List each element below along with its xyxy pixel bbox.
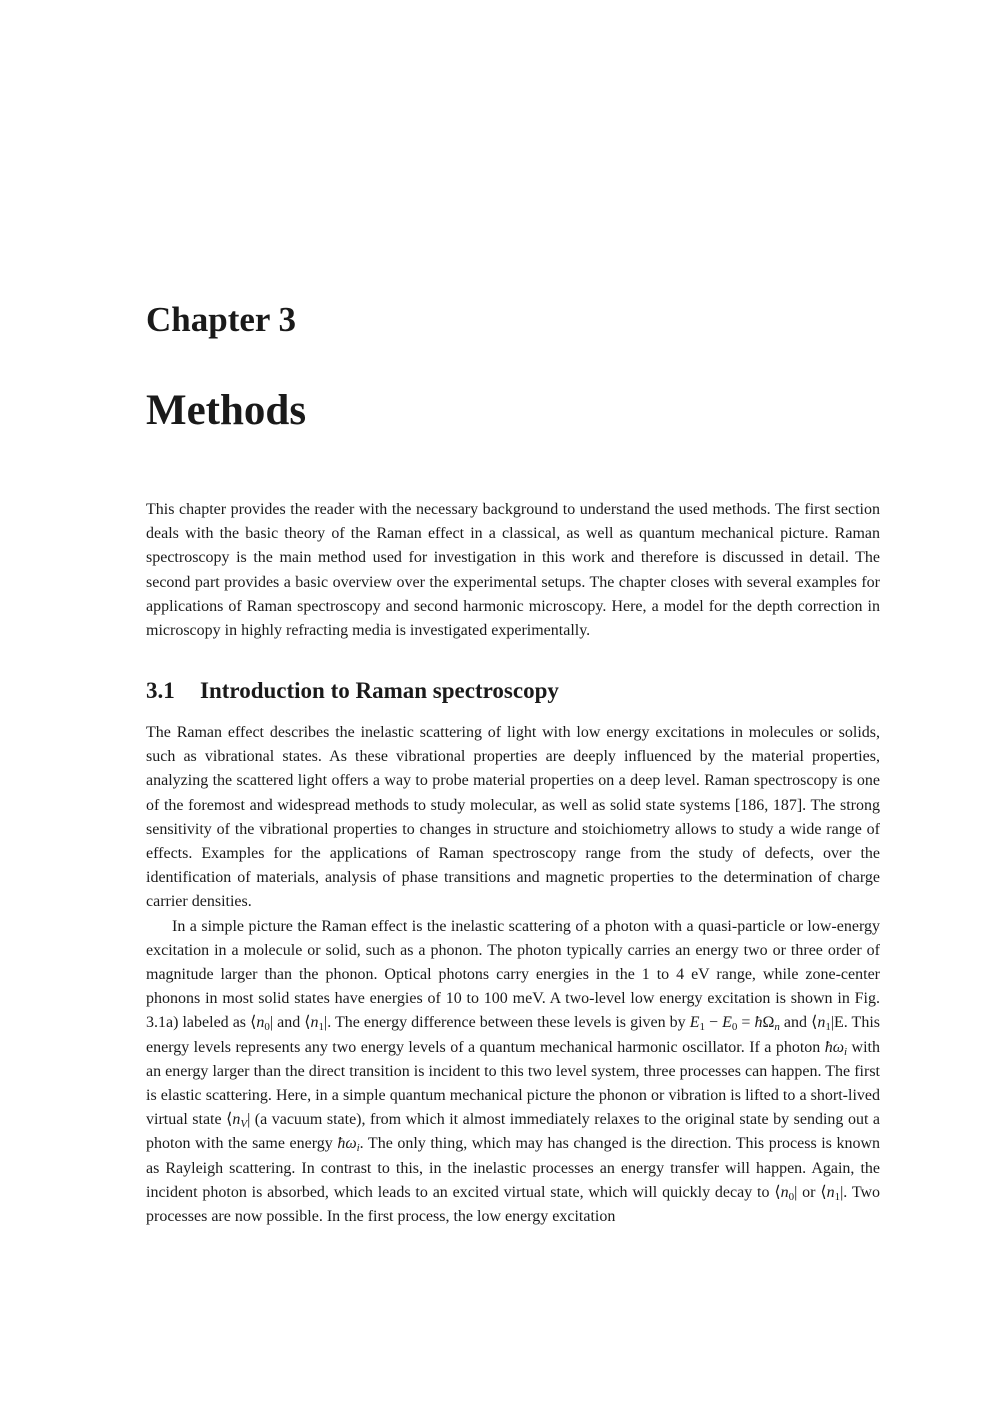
math-bra-n1: $⟨n_1|$ (811, 1014, 835, 1034)
math-bra-nv: $⟨n_V|$ (226, 1111, 251, 1131)
math-bra-n1: $⟨n_1|$ (304, 1014, 328, 1034)
math-bra-n0: $⟨n_0|$ (774, 1183, 798, 1203)
math-energy-difference: $E_1 - E_0$ = $ħ\Omega_n$ (689, 1014, 780, 1034)
math-bra-n0: $⟨n_0|$ (250, 1014, 274, 1034)
math-photon-energy: $ħ\omega_i$ (337, 1135, 360, 1155)
chapter-label: Chapter 3 (146, 300, 297, 339)
section-number: 3.1 (146, 678, 175, 703)
section-heading (146, 676, 559, 706)
body-paragraph-2: In a simple picture the Raman effect is the inelastic scattering of a photon with a quasi-particle or low-energy excitation in a molecule or solid, such as a phonon. The photon typically carries an energy two or three order of magnitude larger than the phonon. Optical photons carry energies in the 1 to 4 eV range, while zone-center phonons in most solid states have energies of 10 to 100 meV. A two-level low energy excitation is shown in Fig. 3.1a) labeled as $⟨n_0|$ and $⟨n_1|$. The energy difference between these levels is given by $E_1 - E_0$ = $ħ\Omega_n$ and $⟨n_1|E$. This energy levels represents any two energy levels of a quantum mechanical harmonic oscillator. If a photon $ħ\omega_i$ with an energy larger than the direct transition is incident to this two level system, three processes can happen. The first is elastic scattering. Here, in a simple quantum mechanical picture the phonon or vibration is lifted to a short-lived virtual state $⟨n_V|$ (a vacuum state), from which it almost immediately relaxes to the original state by sending out a photon with the same energy $ħ\omega_i$. The only thing, which may has changed is the direction. This process is known as Rayleigh scattering. In contrast to this, in the inelastic processes an energy transfer will happen. Again, the incident photon is absorbed, which leads to an excited virtual state, which will quickly decay to $⟨n_0|$ or $⟨n_1|$. Two processes are now possible. In the first process, the low energy excitation (146, 917, 881, 1226)
math-bra-n1: $⟨n_1|$ (820, 1183, 844, 1203)
section-body (146, 721, 880, 1229)
chapter-intro-paragraph: This chapter provides the reader with the necessary background to understand the used methods. The first section deals with the basic theory of the Raman effect in a classical, as well as quantum mechanical picture. Raman spectroscopy is the main method used for investigation in this work and therefore is discussed in detail. The second part provides a basic overview over the experimental setups. The chapter closes with several examples for applications of Raman spectroscopy and second harmonic microscopy. Here, a model for the depth correction in microscopy in highly refracting media is investigated experimentally. (146, 501, 880, 640)
math-photon-energy: $ħ\omega_i$ (824, 1038, 848, 1058)
section-title: Introduction to Raman spectroscopy (200, 678, 559, 703)
body-paragraph-1: The Raman effect describes the inelastic scattering of light with low energy excitations in molecules or solids, such as vibrational states. As these vibrational properties are deeply influenced by the material properties, analyzing the scattered light offers a way to probe material properties on a deep level. Raman spectroscopy is one of the foremost and widespread methods to study molecular, as well as solid state systems [186, 187]. The strong sensitivity of the vibrational properties to changes in structure and stoichiometry allows to study a wide range of effects. Examples for the applications of Raman spectroscopy range from the study of defects, over the identification of materials, analysis of phase transitions and magnetic properties to the determination of charge carrier densities. (146, 724, 880, 911)
chapter-title: Methods (146, 387, 307, 434)
